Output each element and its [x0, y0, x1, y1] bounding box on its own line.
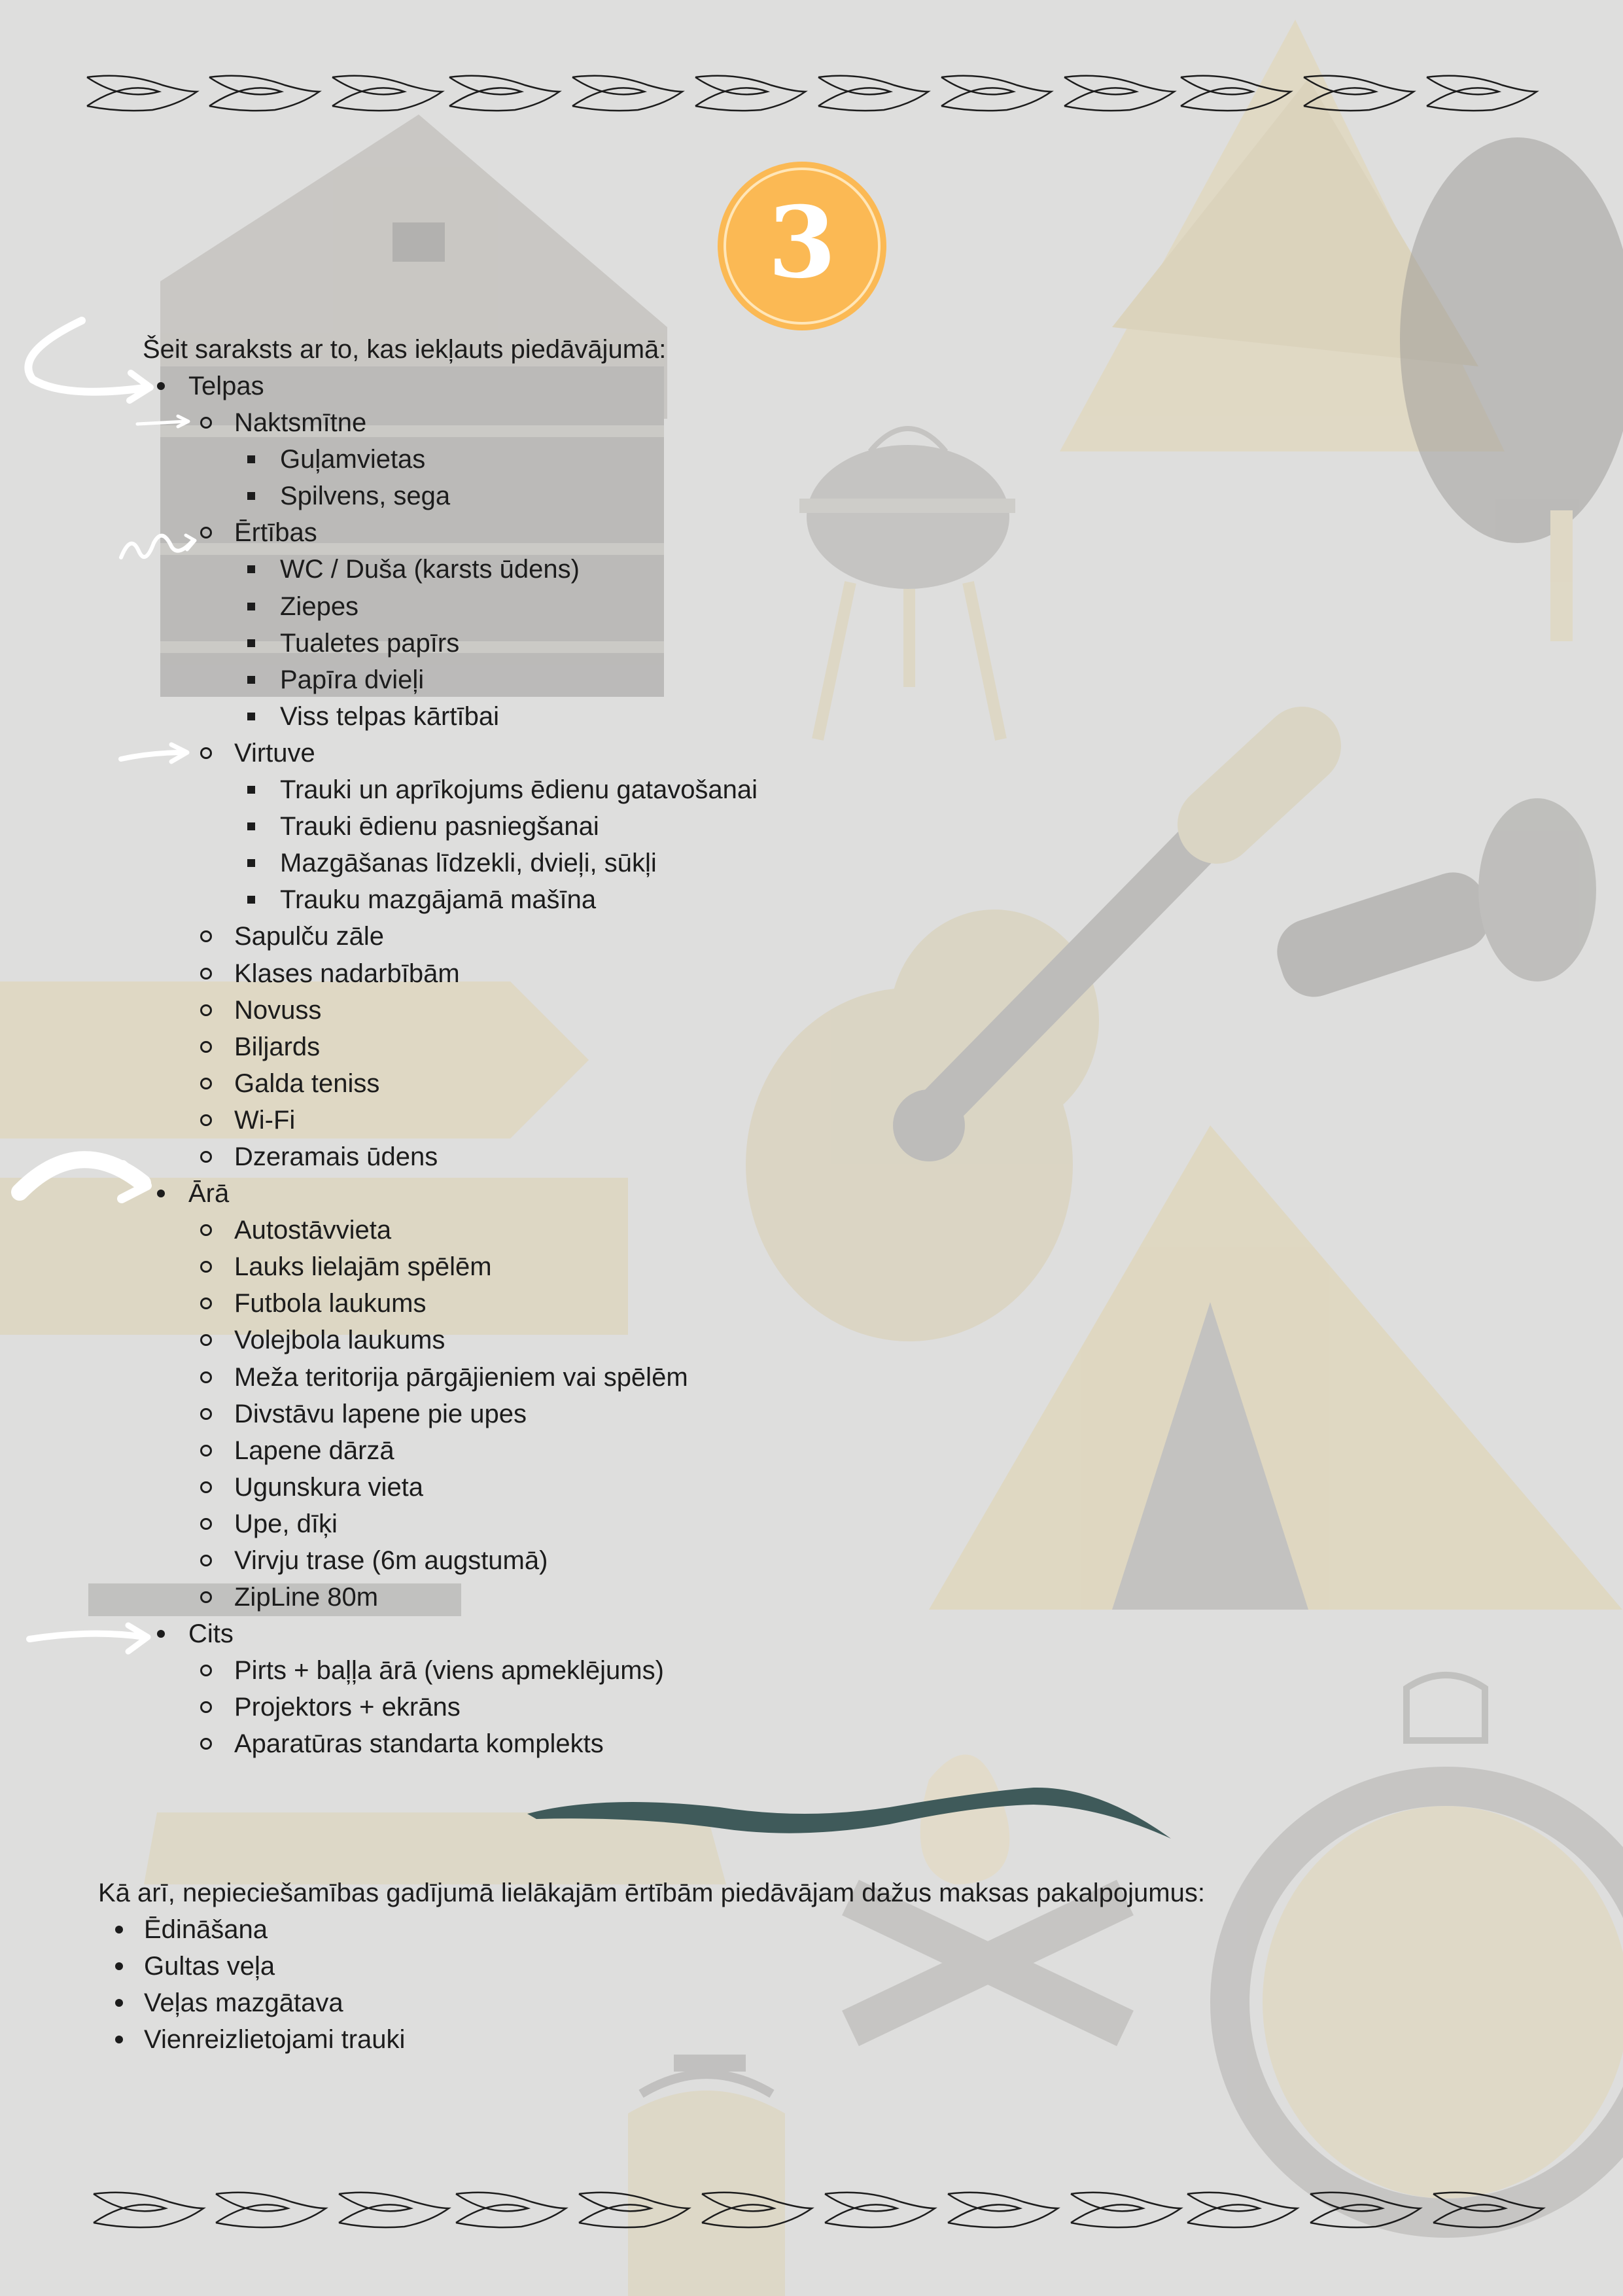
list-item: Mazgāšanas līdzekli, dvieļi, sūkļi	[234, 845, 758, 881]
list-item: Tualetes papīrs	[234, 625, 758, 662]
list-item: Wi-Fi	[188, 1102, 758, 1139]
list-item: Volejbola laukums	[188, 1322, 758, 1358]
list-item-naktsmitne	[188, 404, 758, 514]
list-item: Novuss	[188, 992, 758, 1029]
list-item-ertibas	[188, 514, 758, 735]
ara-sublist	[188, 1212, 758, 1616]
list-item: Futbola laukums	[188, 1285, 758, 1322]
list-item: Sapulču zāle	[188, 918, 758, 955]
offer-intro: Šeit saraksts ar to, kas iekļauts piedāvājumā:	[143, 335, 667, 364]
cits-label: Cits	[188, 1619, 234, 1649]
ertibas-sublist	[234, 551, 758, 734]
list-item: Guļamvietas	[234, 441, 758, 478]
list-item: Divstāvu lapene pie upes	[188, 1396, 758, 1432]
list-item: Autostāvvieta	[188, 1212, 758, 1248]
page-number: 3	[767, 185, 837, 300]
list-item-ara	[143, 1175, 758, 1616]
list-item: Projektors + ekrāns	[188, 1689, 758, 1725]
list-item: Ziepes	[234, 588, 758, 625]
services-list	[98, 1911, 405, 2058]
list-item: Trauku mazgājamā mašīna	[234, 881, 758, 918]
list-item: Galda teniss	[188, 1065, 758, 1102]
list-item: Aparatūras standarta komplekts	[188, 1725, 758, 1762]
list-item: WC / Duša (karsts ūdens)	[234, 551, 758, 588]
list-item: Ēdināšana	[98, 1911, 405, 1948]
naktsmitne-sublist	[234, 441, 758, 514]
telpas-sublist	[188, 404, 758, 1175]
list-item: Meža teritorija pārgājieniem vai spēlēm	[188, 1359, 758, 1396]
list-item: Dzeramais ūdens	[188, 1139, 758, 1175]
list-item: Veļas mazgātava	[98, 1985, 405, 2021]
list-item: Spilvens, sega	[234, 478, 758, 514]
services-intro: Kā arī, nepieciešamības gadījumā lielākajām ērtībām piedāvājam dažus maksas pakalpojumus:	[98, 1879, 1205, 1907]
naktsmitne-label: Naktsmītne	[234, 408, 367, 438]
list-item: Klases nadarbībām	[188, 955, 758, 992]
virtuve-label: Virtuve	[234, 738, 315, 768]
list-item: Viss telpas kārtībai	[234, 698, 758, 735]
offer-list	[143, 368, 758, 1763]
list-item-telpas	[143, 368, 758, 1175]
list-item: Upe, dīķi	[188, 1506, 758, 1542]
list-item: Virvju trase (6m augstumā)	[188, 1542, 758, 1579]
list-item: Ugunskura vieta	[188, 1469, 758, 1506]
list-item: Biljards	[188, 1029, 758, 1065]
cits-sublist	[188, 1652, 758, 1762]
ertibas-label: Ērtības	[234, 518, 317, 548]
list-item: Trauki ēdienu pasniegšanai	[234, 808, 758, 845]
list-item: ZipLine 80m	[188, 1579, 758, 1616]
list-item-cits	[143, 1616, 758, 1762]
list-item: Papīra dvieļi	[234, 662, 758, 698]
list-item: Gultas veļa	[98, 1948, 405, 1985]
list-item: Lauks lielajām spēlēm	[188, 1248, 758, 1285]
list-item: Pirts + baļļa ārā (viens apmeklējums)	[188, 1652, 758, 1689]
list-item: Trauki un aprīkojums ēdienu gatavošanai	[234, 771, 758, 808]
virtuve-sublist	[234, 771, 758, 918]
telpas-label: Telpas	[188, 372, 264, 400]
list-item: Vienreizlietojami trauki	[98, 2021, 405, 2058]
list-item-virtuve	[188, 735, 758, 918]
ara-label: Ārā	[188, 1179, 230, 1209]
list-item: Lapene dārzā	[188, 1432, 758, 1469]
